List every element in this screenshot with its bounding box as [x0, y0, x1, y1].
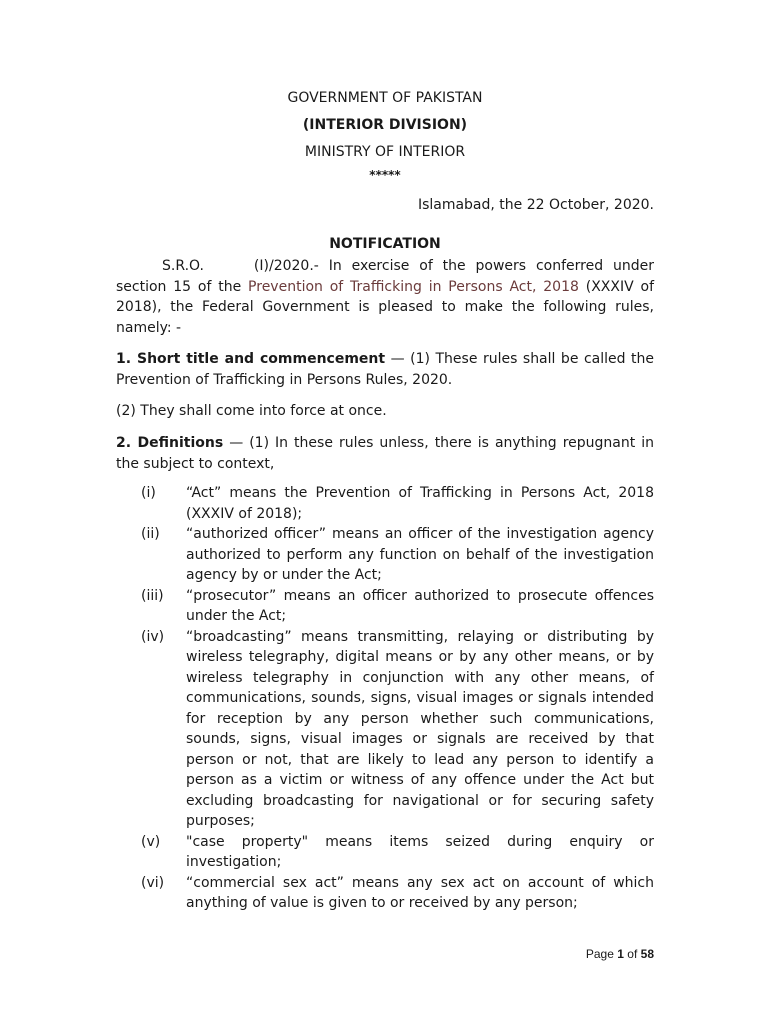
item-number: (i) [141, 485, 156, 501]
item-text: "case property" means items seized during enquiry or investigation; [186, 833, 654, 870]
list-item [116, 832, 654, 873]
item-number: (vi) [141, 874, 165, 891]
of-label: of [627, 947, 638, 961]
section-1-text: — (1) These rules shall be called the Prevention of Trafficking in Persons Rules, 2020. [116, 351, 654, 388]
item-number: (iii) [141, 587, 164, 604]
item-text: “broadcasting” means transmitting, relaying or distributing by wireless telegraphy, digital means or by any other means, or by wireless telegraphy in conjunction with any other means, of communications, sounds, signs, visual images or signals intended for reception by any person whether such communications, sounds, signs, visual images or signals are received by that person or not, that are likely to lead any person to identify a person as a victim or witness of any offence under the Act but excluding broadcasting for navigational or for securing safety purposes; [186, 628, 654, 829]
section-1-sub-2: (2) They shall come into force at once. [116, 403, 387, 419]
list-item [116, 483, 654, 524]
section-1-heading: 1. Short title and commencement [116, 351, 386, 367]
item-text: “Act” means the Prevention of Trafficking in Persons Act, 2018 (XXXIV of 2018); [186, 485, 654, 522]
section-2-paragraph [116, 433, 654, 474]
list-item [116, 627, 654, 832]
notification-title: NOTIFICATION [329, 236, 441, 252]
sro-rest: (XXXIV of 2018), the Federal Government is pleased to make the following rules, namely: - [116, 278, 655, 336]
intro-paragraph [116, 256, 654, 338]
definitions-list [116, 483, 654, 914]
item-number: (v) [141, 833, 161, 850]
list-item [116, 873, 654, 914]
dateline: Islamabad, the 22 October, 2020. [417, 197, 654, 213]
sro-number: (I)/2020.- In exercise of the powers conferred under section 15 of the [116, 258, 654, 295]
section-1-paragraph [116, 349, 654, 390]
ministry-heading: MINISTRY OF INTERIOR [304, 144, 466, 160]
list-item [116, 586, 654, 627]
section-2-heading: 2. Definitions [116, 435, 224, 451]
page-label: Page [585, 947, 614, 961]
page-total: 58 [640, 947, 654, 961]
item-number: (ii) [141, 526, 160, 542]
division-heading: (INTERIOR DIVISION) [302, 117, 468, 133]
item-text: “authorized officer” means an officer of the investigation agency authorized to perform any function on behalf of the investigation agency by or under the Act; [186, 526, 654, 583]
government-heading: GOVERNMENT OF PAKISTAN [287, 90, 483, 106]
item-text: “prosecutor” means an officer authorized to prosecute offences under the Act; [186, 587, 654, 624]
page-number: 1 [617, 947, 624, 961]
act-link[interactable]: Prevention of Trafficking in Persons Act, 2018 [248, 278, 579, 295]
sro-prefix: S.R.O. [162, 258, 204, 274]
item-number: (iv) [141, 628, 165, 645]
list-item [116, 524, 654, 586]
section-2-text: — (1) In these rules unless, there is anything repugnant in the subject to context, [116, 435, 654, 472]
page-footer [586, 947, 654, 961]
item-text: “commercial sex act” means any sex act on account of which anything of value is given to or received by any person; [186, 874, 654, 911]
stars-separator: ***** [369, 168, 401, 182]
